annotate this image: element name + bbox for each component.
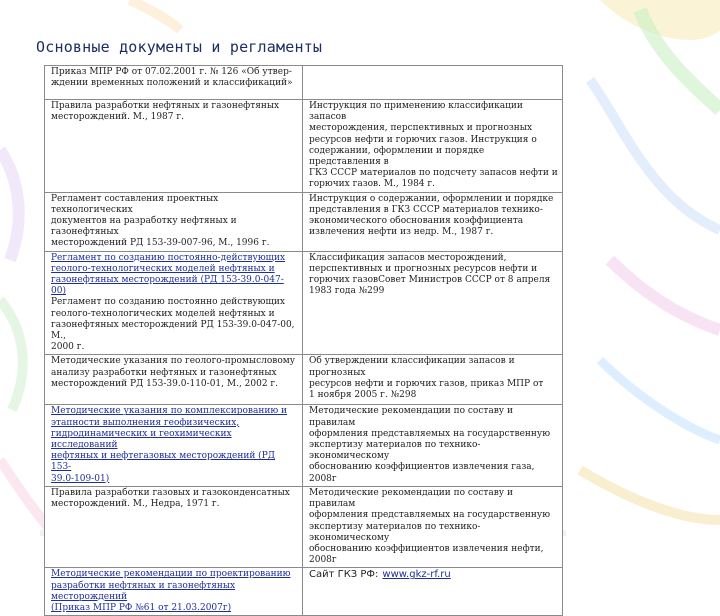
document-text: геолого-технологических моделей нефтяных и — [51, 308, 275, 319]
table-cell — [45, 100, 303, 193]
document-link[interactable]: геолого-технологических моделей нефтяных и — [51, 263, 275, 274]
table-row — [45, 486, 563, 567]
document-text: Об утверждении классификации запасов и прогнозных — [309, 356, 515, 378]
document-text: горючих газовСовет Министров СССР от 8 апреля — [309, 275, 551, 286]
table-row — [45, 405, 563, 486]
document-text: Методические рекомендации по составу и правилам — [309, 487, 513, 510]
table-cell — [45, 66, 303, 100]
document-link[interactable]: Методические указания по комплексированию и — [51, 406, 288, 417]
table-cell — [303, 355, 563, 405]
document-link[interactable]: этапности выполнения геофизических, — [51, 417, 240, 428]
document-text: Методические рекомендации по составу и правилам — [309, 406, 513, 428]
document-link[interactable]: Методические рекомендации по проектированию — [51, 569, 291, 580]
document-text: оформления представляемых на государственную — [309, 428, 551, 439]
slide-title: Основные документы и регламенты — [36, 38, 323, 56]
document-link[interactable]: гидродинамических и геохимических исследований — [51, 428, 232, 451]
document-text: месторождения, перспективных и прогнозных — [309, 123, 533, 134]
document-link[interactable]: разработки нефтяных и газонефтяных месторождений — [51, 580, 236, 602]
table-cell — [303, 192, 563, 251]
document-text: Инструкция по применению классификации запасов — [309, 101, 523, 123]
document-text: экономического обоснования коэффициента — [309, 216, 524, 227]
document-link[interactable]: 39.0-109-01) — [51, 473, 110, 484]
document-text: ждении временных положений и классификаций» — [51, 78, 293, 89]
document-text: экспертизу материалов по технико-экономическому — [309, 521, 481, 543]
site-link[interactable]: www.gkz-rf.ru — [382, 569, 451, 581]
table-cell — [303, 486, 563, 567]
document-text: документов на разработку нефтяных и газонефтяных — [51, 216, 237, 238]
document-text: ресурсов нефти и горючих газов, приказ МПР от — [309, 378, 544, 389]
document-text: 1983 года №299 — [309, 286, 385, 297]
table-cell — [303, 405, 563, 486]
document-text: месторождений РД 153-39-007-96, М., 1996 г. — [51, 238, 270, 249]
document-text: Инструкция о содержании, оформлении и порядке — [309, 193, 554, 204]
document-text: Методические указания по геолого-промысловому — [51, 356, 296, 367]
table-cell — [303, 251, 563, 355]
document-text: анализу разработки нефтяных и газонефтяных — [51, 367, 277, 378]
site-label: Сайт ГКЗ РФ: — [309, 569, 379, 581]
document-text: извлечения нефти из недр. М., 1987 г. — [309, 227, 494, 238]
document-text: месторождений. М., Недра, 1971 г. — [51, 499, 220, 510]
table-row — [45, 100, 563, 193]
document-text: 2000 г. — [51, 342, 85, 353]
document-text: обоснованию коэффициентов извлечения газа, 2008г — [309, 462, 535, 484]
table-cell — [45, 251, 303, 355]
table-cell — [303, 568, 563, 616]
document-text: Классификация запасов месторождений, — [309, 252, 507, 263]
table-row — [45, 355, 563, 405]
table-row — [45, 251, 563, 355]
document-link[interactable]: нефтяных и нефтегазовых месторождений (РД 153- — [51, 451, 276, 473]
table-cell — [45, 486, 303, 567]
document-text: 1 ноября 2005 г. №298 — [309, 390, 417, 401]
document-text: месторождений. М., 1987 г. — [51, 112, 184, 123]
document-link[interactable]: газонефтяных месторождений (РД 153-39.0-047-00) — [51, 275, 284, 297]
document-text: оформления представляемых на государственную — [309, 510, 551, 521]
table-row — [45, 568, 563, 616]
table-cell — [45, 355, 303, 405]
document-text: перспективных и прогнозных ресурсов нефти и — [309, 263, 538, 274]
table-row — [45, 66, 563, 100]
table-cell — [45, 405, 303, 486]
document-text: ГКЗ СССР материалов по подсчету запасов нефти и — [309, 168, 558, 179]
table-cell — [303, 66, 563, 100]
document-text: содержании, оформлении и порядке представления в — [309, 145, 485, 168]
document-text: Регламент по созданию постоянно действующих — [51, 297, 285, 308]
document-text: обоснованию коэффициентов извлечения нефти, 2008г — [309, 543, 544, 566]
document-text: представления в ГКЗ СССР материалов технико- — [309, 204, 543, 215]
documents-table — [44, 65, 563, 616]
document-text: ресурсов нефти и горючих газов. Инструкция о — [309, 134, 537, 145]
document-text: газонефтяных месторождений РД 153-39.0-047-00, М., — [51, 319, 295, 342]
document-text: Приказ МПР РФ от 07.02.2001 г. № 126 «Об утвер- — [51, 67, 292, 77]
document-link[interactable]: (Приказ МПР РФ №61 от 21.03.2007г) — [51, 602, 232, 613]
document-link[interactable]: Регламент по созданию постоянно-действующих — [51, 252, 286, 263]
table-cell — [303, 100, 563, 193]
document-text: Правила разработки газовых и газоконденсатных — [51, 487, 290, 498]
table-cell — [45, 568, 303, 616]
document-text: горючих газов. М., 1984 г. — [309, 179, 435, 190]
table-row — [45, 192, 563, 251]
document-text: Регламент составления проектных технологических — [51, 193, 219, 215]
document-text: Правила разработки нефтяных и газонефтяных — [51, 101, 280, 111]
document-text: месторождений РД 153-39.0-110-01, М., 2002 г. — [51, 378, 279, 389]
table-cell — [45, 192, 303, 251]
document-text: экспертизу материалов по технико-экономическому — [309, 440, 481, 462]
